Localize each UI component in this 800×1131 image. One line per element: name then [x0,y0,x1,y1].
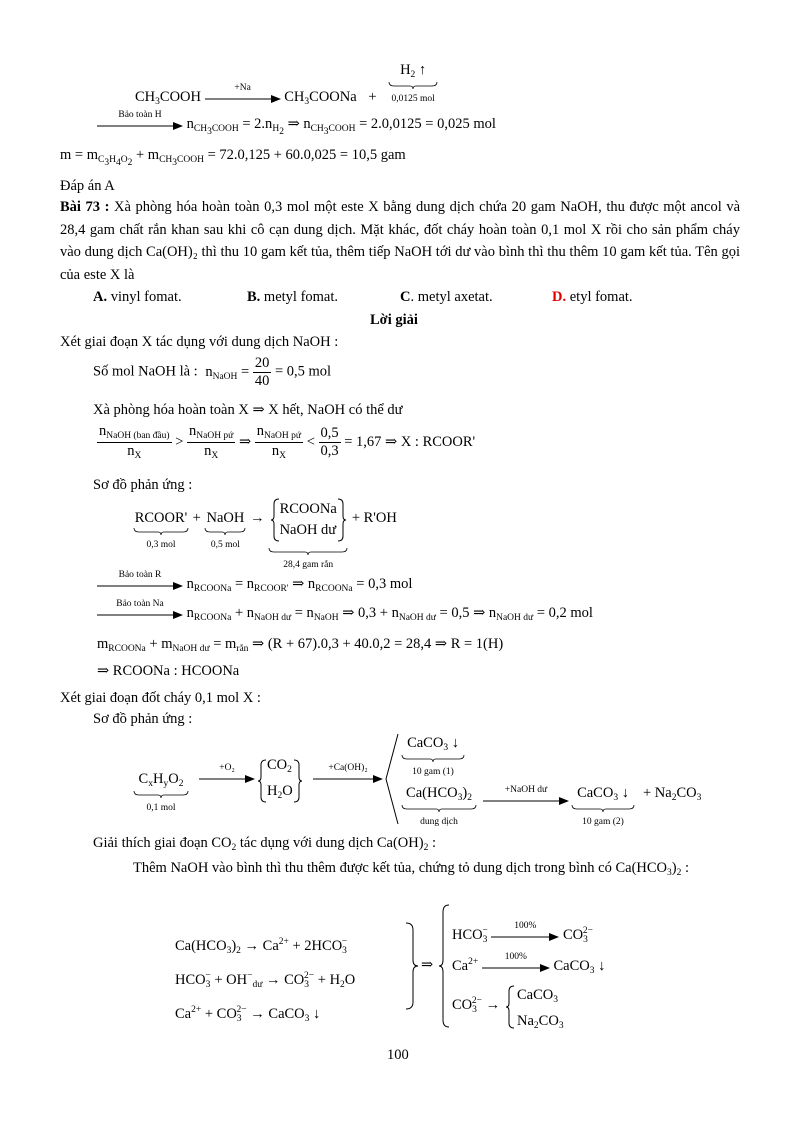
h2-gas: $H_2$ ↑ 0,0125 mol [388,62,438,106]
arrow-icon: Bảo toàn H [97,118,183,132]
result-3-products: CaCO$_3$ $Na_2CO_3$ [517,987,564,1031]
reaction-ch3cooh-na: $CH_3COOH$ +Na $CH_3COONa + H_2$ ↑ 0,0125 mol [135,62,438,108]
option-c: C. metyl axetat. [400,289,493,305]
underbrace-icon [133,790,189,798]
ionic-eq-3: $Ca^{2+} + CO_3^{2-}$ → CaCO$_3$ ↓ [175,1005,321,1024]
left-brace-icon [257,759,267,803]
mol-naoh: Số mol NaOH là : $n_{NaOH}$ = $\frac{20}{40}$ = 0,5 mol [93,355,332,389]
branch-bracket-icon [385,733,399,825]
arrow-icon: +NaOH dư [483,793,569,807]
reaction-scheme-1: RCOOR' 0,3 mol + NaOH 0,5 mol → RCOONa NaOH dư 28,4 gam rắn + R'OH [133,498,397,568]
scheme-label-1: Sơ đồ phản ứng : [93,477,193,493]
arrow-icon: 100% [491,929,559,943]
conclusion-hcoona: ⇒ RCOONa : HCOONa [97,663,240,679]
sodium-carbonate: + $Na_2CO_3$ [643,785,702,803]
ionic-eq-2: $HCO_3^- + OH^-_{dư} \to CO_3^{2-} + H_2O$ [175,971,356,990]
page-number: 100 [387,1047,409,1063]
option-b: B. metyl fomat. [247,289,339,305]
underbrace-icon [401,804,477,812]
ratio-inequality: $\frac{n_{NaOH (ban đầu)}}{n_X}$ > $\frac{n_{NaOH pứ}}{n_X}$ ⇒ $\frac{n_{NaOH pứ}}{n_X}$ < $\frac{0,5}{0,3}$ = 1,67 ⇒ X : RCOOR' [99,423,476,461]
reactant-naoh: NaOH 0,5 mol [204,510,246,551]
scheme-label-2: Sơ đồ phản ứng : [93,711,193,727]
ionic-eq-1: $Ca(HCO_3)_2 \to Ca^{2+} + 2HCO_3^-$ [175,937,348,956]
precipitate-2: CaCO$_3$ ↓ 10 gam (2) [571,785,635,829]
underbrace-icon [204,527,246,535]
left-brace-icon [270,498,280,542]
solution-title: Lời giải [370,312,418,328]
stage2-intro: Xét giai đoạn đốt cháy 0,1 mol X : [60,690,261,706]
result-2: $Ca^{2+}$ 100% CaCO$_3$ ↓ [452,951,606,976]
result-3: $CO_3^{2-}$ → [452,996,501,1015]
reactant-ester: RCOOR' 0,3 mol [134,510,188,550]
arrow-icon: +O₂ [199,771,255,785]
right-brace-icon [405,922,419,1010]
mass-balance: $m_{RCOONa} + m_{NaOH dư} = m_{rắn}$ ⇒ (R + 67).0,3 + 40.0,2 = 28,4 ⇒ R = 1(H) [97,636,504,654]
left-brace-icon [505,985,515,1029]
arrow-icon: +Na [205,91,281,105]
precipitate-1: CaCO$_3$ ↓ 10 gam (1) [401,735,465,779]
explain-title: Giải thích giai đoạn $CO_2$ tác dụng với dung dịch $Ca(OH)_2$ : [93,835,436,853]
mass-equation: $m = m_{C_3H_4O_2} + m_{CH_3COOH} = 72.0,125 + 60.0,025 = 10,5$ gam [60,147,406,168]
underbrace-icon [268,547,348,555]
previous-answer: Đáp án A [60,178,115,194]
arrow-icon: +Ca(OH)₂ [313,771,383,785]
conservation-h: Bảo toàn H $n_{CH_3COOH} = 2.n_{H_2}$ ⇒ $n_{CH_3COOH} = 2.0,0125 = 0,025$ mol [97,116,496,138]
ionic-equations [175,930,355,1032]
reaction-scheme-2 [133,733,753,828]
conservation-r: Bảo toàn R $n_{RCOONa} = n_{RCOOR'}$ ⇒ $n_{RCOONa} = 0,3$ mol [97,576,412,595]
left-brace-icon [438,904,450,1028]
option-a: A. vinyl fomat. [93,289,182,305]
problem-73: Bài 73 : Xà phòng hóa hoàn toàn 0,3 mol một este X bằng dung dịch chứa 20 gam NaOH, thu được một ancol và 28,4 gam chất rắn khan sau khi cô cạn dung dịch. Mặt khác, đốt cháy hoàn toàn 0,1 mol X rồi cho sản phẩm cháy vào dung dịch Ca(OH)₂ thì thu 10 gam kết tủa, thêm tiếp NaOH tới dư vào bình thì thu thêm 10 gam kết tủa. Tên gọi của este X là [60,199,741,283]
implies-icon: ⇒ [421,957,434,973]
explain-text: Thêm NaOH vào bình thì thu thêm được kết tủa, chứng tỏ dung dịch trong bình có $Ca(HCO_3)_2$ : [133,860,690,878]
underbrace-icon [388,81,438,89]
arrow-icon: 100% [482,960,550,974]
arrow-icon: Bảo toàn R [97,578,183,592]
right-brace-icon [293,759,303,803]
conservation-na: Bảo toàn Na $n_{RCOONa} + n_{NaOH dư} = n_{NaOH}$ ⇒ $0,3 + n_{NaOH dư} = 0,5$ ⇒ $n_{NaOH dư} = 0,2$ mol [97,605,593,624]
underbrace-icon [571,804,635,812]
underbrace-icon [401,754,465,762]
combustion-products: $CO_2$ $H_2O$ [257,755,303,807]
arrow-icon: Bảo toàn Na [97,607,183,621]
underbrace-icon [133,527,189,535]
ester-cxhyo2: $C_xH_yO_2$ 0,1 mol [133,771,189,815]
stage1-intro: Xét giai đoạn X tác dụng với dung dịch NaOH : [60,334,339,350]
right-brace-icon [337,498,347,542]
saponification-note: Xà phòng hóa hoàn toàn X ⇒ X hết, NaOH có thể dư [93,402,403,418]
solid-products: RCOONa NaOH dư 28,4 gam rắn [268,498,348,571]
calcium-bicarbonate: $Ca(HCO_3)_2$ dung dịch [401,785,477,829]
result-1: $HCO_3^-$ 100% $CO_3^{2-}$ [452,920,593,945]
option-d: D. etyl fomat. [552,289,633,305]
